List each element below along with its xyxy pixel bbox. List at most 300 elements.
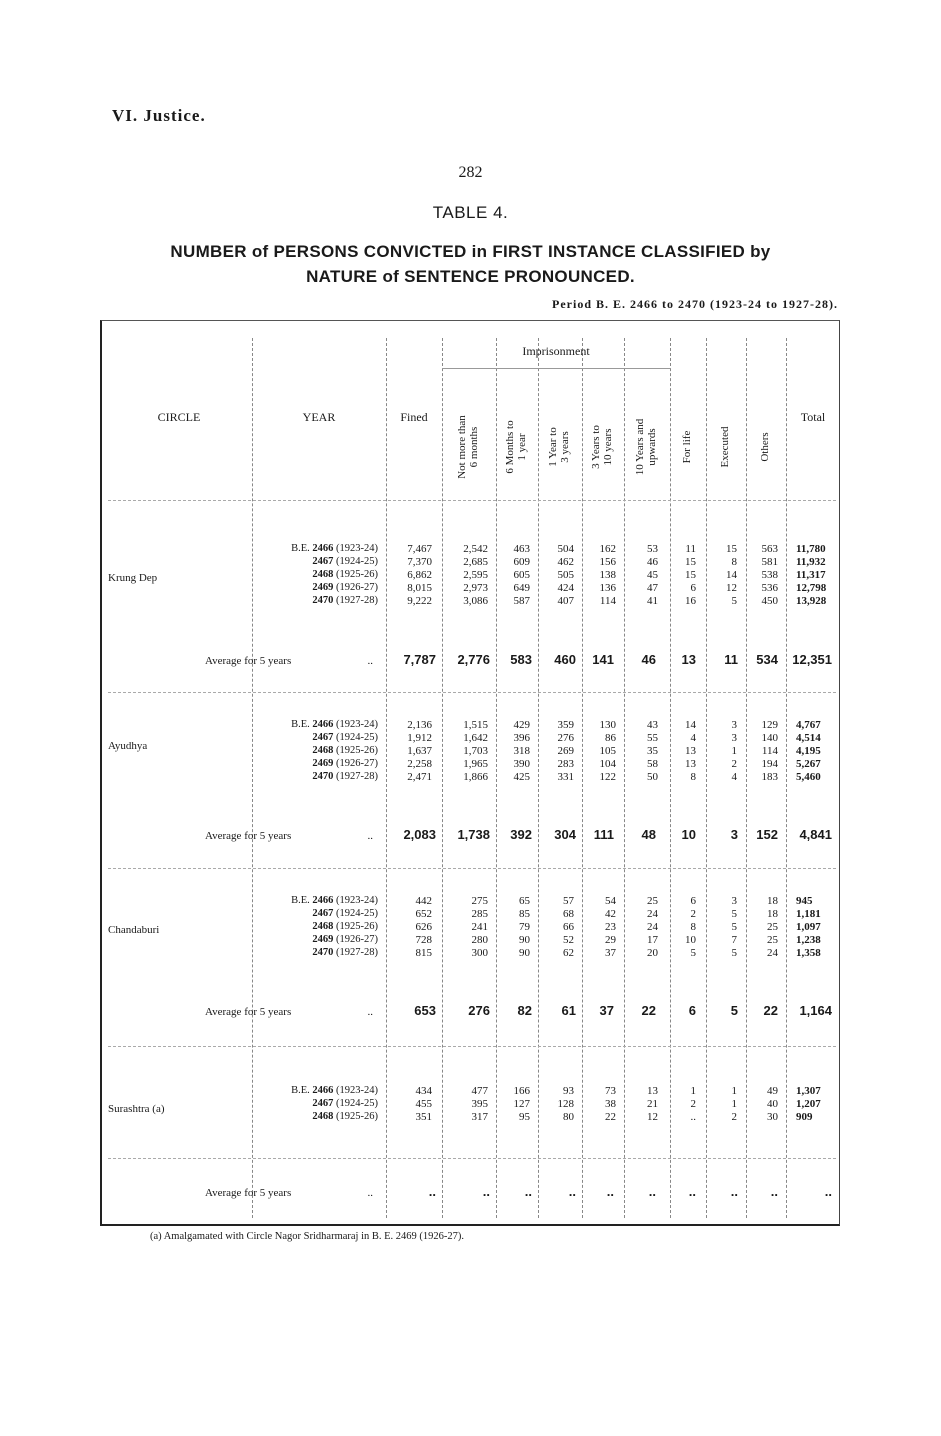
average-fined: .. [428,1184,436,1199]
cell-life: 14 [685,719,696,731]
cell-imp2: 90 [519,934,530,946]
cell-imp2: 587 [513,595,530,607]
cell-imp2: 79 [519,921,530,933]
cell-imp2: 127 [513,1098,530,1110]
cell-imp1: 241 [471,921,488,933]
cell-imp4: 138 [599,569,616,581]
cell-exec: 3 [731,719,737,731]
cell-imp4: 162 [599,543,616,555]
year-prefix: B.E. [291,719,310,730]
average-imp2: 82 [517,1003,532,1018]
cell-imp3: 283 [557,758,574,770]
table-title-line-2: NATURE of SENTENCE PRONOUNCED. [306,267,635,286]
header-line: 3 years [559,431,571,463]
cell-fined: 8,015 [407,582,432,594]
year-value: 2469 [312,758,334,769]
cell-imp3: 66 [563,921,574,933]
cell-others: 581 [761,556,778,568]
average-others: 22 [763,1003,778,1018]
cell-imp2: 90 [519,947,530,959]
year-value: 2469 [312,934,334,945]
row-rule [108,692,836,693]
average-imp4: 37 [599,1003,614,1018]
cell-imp1: 275 [471,895,488,907]
cell-imp1: 1,866 [463,771,488,783]
year-christian-era: (1925-26) [336,569,378,580]
average-imp4: 111 [593,827,614,842]
header-3-years-to-10-years [590,402,616,492]
year-christian-era: (1925-26) [336,1111,378,1122]
header-fined: Fined [400,410,428,424]
cell-exec: 3 [731,895,737,907]
cell-imp3: 407 [557,595,574,607]
cell-imp2: 425 [513,771,530,783]
cell-life: 15 [685,556,696,568]
cell-imp5: 46 [647,556,658,568]
year-label [250,582,378,593]
cell-imp1: 2,973 [463,582,488,594]
cell-others: 30 [767,1111,778,1123]
average-total: 4,841 [799,827,832,842]
cell-imp4: 23 [605,921,616,933]
circle-name: Ayudhya [108,740,148,752]
average-others: 534 [756,652,778,667]
footnote: (a) Amalgamated with Circle Nagor Sridharmaraj in B. E. 2469 (1926-27). [150,1231,465,1242]
cell-total: 1,207 [796,1098,821,1110]
cell-imp4: 37 [605,947,616,959]
cell-imp1: 280 [471,934,488,946]
cell-others: 40 [767,1098,778,1110]
average-label-dots: .. [367,830,373,842]
year-christian-era: (1924-25) [336,1098,378,1109]
cell-exec: 2 [731,1111,737,1123]
year-label [250,1098,378,1109]
average-imp1: 2,776 [457,652,490,667]
year-value: 2470 [312,947,334,958]
year-christian-era: (1923-24) [336,719,378,730]
cell-fined: 1,912 [407,732,432,744]
year-value: 2466 [312,719,334,730]
average-imp3: .. [568,1184,576,1199]
average-label-text: Average for 5 years [205,830,292,842]
average-imp3: 304 [554,827,576,842]
average-imp1: 276 [468,1003,490,1018]
cell-total: 909 [796,1111,813,1123]
period-line: Period B. E. 2466 to 2470 (1923-24 to 1927-28). [552,297,838,311]
cell-total: 5,267 [796,758,821,770]
header-line: 10 years [602,428,614,466]
cell-life: 16 [685,595,696,607]
cell-imp5: 17 [647,934,658,946]
cell-total: 1,358 [796,947,821,959]
cell-imp1: 2,542 [463,543,488,555]
cell-exec: 8 [731,556,737,568]
cell-exec: 12 [726,582,737,594]
cell-exec: 5 [731,595,737,607]
cell-exec: 1 [731,1085,737,1097]
year-value: 2468 [312,1111,334,1122]
cell-imp4: 104 [599,758,616,770]
cell-others: 183 [761,771,778,783]
cell-fined: 1,637 [407,745,432,757]
cell-imp1: 3,086 [463,595,488,607]
cell-imp4: 122 [599,771,616,783]
header-line: 6 Months to [504,420,516,474]
year-label [250,1085,378,1096]
header-executed: Executed [719,426,731,468]
cell-others: 140 [761,732,778,744]
cell-imp1: 1,965 [463,758,488,770]
year-value: 2467 [312,1098,334,1109]
year-christian-era: (1927-28) [336,595,378,606]
year-value: 2467 [312,556,334,567]
cell-exec: 3 [731,732,737,744]
cell-imp5: 12 [647,1111,658,1123]
cell-imp1: 1,515 [463,719,488,731]
year-christian-era: (1924-25) [336,908,378,919]
average-imp5: .. [648,1184,656,1199]
cell-fined: 9,222 [407,595,432,607]
column-rule [786,338,787,1218]
average-imp3: 61 [561,1003,576,1018]
cell-life: 2 [690,908,696,920]
average-exec: 3 [730,827,738,842]
cell-imp3: 269 [557,745,574,757]
circle-name: Krung Dep [108,572,158,584]
cell-exec: 5 [731,908,737,920]
cell-imp5: 13 [647,1085,658,1097]
cell-imp5: 55 [647,732,658,744]
cell-total: 945 [796,895,813,907]
average-others: 152 [756,827,778,842]
year-value: 2468 [312,921,334,932]
cell-others: 450 [761,595,778,607]
cell-fined: 434 [415,1085,432,1097]
year-label [250,934,378,945]
column-rule [624,338,625,1218]
cell-fined: 2,136 [407,719,432,731]
average-others: .. [770,1184,778,1199]
year-christian-era: (1924-25) [336,732,378,743]
year-christian-era: (1924-25) [336,556,378,567]
cell-fined: 815 [415,947,432,959]
cell-imp4: 114 [599,595,616,607]
cell-total: 11,932 [796,556,826,568]
average-exec: 5 [730,1003,738,1018]
year-label [250,732,378,743]
year-value: 2469 [312,582,334,593]
cell-imp3: 424 [557,582,574,594]
circle-name: Surashtra (a) [108,1103,165,1115]
cell-exec: 1 [731,745,737,757]
header-circle: CIRCLE [157,410,201,424]
cell-imp3: 93 [563,1085,574,1097]
cell-imp5: 41 [647,595,658,607]
year-label [250,745,378,756]
year-label [250,556,378,567]
average-imp4: 141 [592,652,614,667]
cell-others: 129 [761,719,778,731]
row-rule [108,500,836,501]
cell-others: 114 [761,745,778,757]
cell-imp2: 95 [519,1111,530,1123]
cell-total: 4,767 [796,719,821,731]
cell-imp5: 43 [647,719,658,731]
cell-imp2: 649 [513,582,530,594]
header-6-months-to-1-year [504,402,530,492]
cell-imp5: 20 [647,947,658,959]
year-label [250,921,378,932]
year-christian-era: (1927-28) [336,771,378,782]
cell-imp3: 80 [563,1111,574,1123]
cell-fined: 455 [415,1098,432,1110]
cell-life: 13 [685,758,696,770]
imprisonment-rule [442,368,670,369]
cell-imp2: 390 [513,758,530,770]
row-rule [108,868,836,869]
average-label-dots: .. [367,1187,373,1199]
cell-fined: 442 [415,895,432,907]
header-10-years-and-upwards [634,402,660,492]
cell-exec: 4 [731,771,737,783]
average-exec: .. [730,1184,738,1199]
row-rule [108,1046,836,1047]
cell-imp5: 25 [647,895,658,907]
year-label [250,595,378,606]
cell-exec: 15 [726,543,737,555]
cell-total: 1,181 [796,908,821,920]
cell-imp2: 85 [519,908,530,920]
cell-imp4: 136 [599,582,616,594]
average-fined: 7,787 [403,652,436,667]
cell-imp4: 38 [605,1098,616,1110]
year-christian-era: (1926-27) [336,582,378,593]
cell-exec: 5 [731,921,737,933]
year-label [250,543,378,554]
cell-imp2: 605 [513,569,530,581]
cell-life: 6 [690,895,696,907]
circle-name: Chandaburi [108,924,160,936]
cell-imp4: 54 [605,895,616,907]
average-fined: 2,083 [403,827,436,842]
header-others: Others [759,432,771,462]
average-label [205,655,383,667]
cell-fined: 626 [415,921,432,933]
average-life: 6 [688,1003,696,1018]
year-prefix: B.E. [291,543,310,554]
table-title-line-1: NUMBER of PERSONS CONVICTED in FIRST INSTANCE CLASSIFIED by [170,242,771,261]
average-life: 13 [681,652,696,667]
cell-others: 194 [761,758,778,770]
cell-others: 25 [767,934,778,946]
cell-imp1: 1,642 [463,732,488,744]
cell-life: 8 [690,921,696,933]
year-christian-era: (1925-26) [336,921,378,932]
cell-others: 18 [767,895,778,907]
average-imp2: 583 [510,652,532,667]
cell-imp5: 53 [647,543,658,555]
year-christian-era: (1926-27) [336,758,378,769]
cell-imp2: 65 [519,895,530,907]
year-value: 2466 [312,543,334,554]
cell-fined: 351 [415,1111,432,1123]
cell-imp3: 52 [563,934,574,946]
cell-others: 536 [761,582,778,594]
cell-imp2: 463 [513,543,530,555]
year-prefix: B.E. [291,1085,310,1096]
header-line: upwards [646,428,658,466]
cell-imp5: 58 [647,758,658,770]
cell-imp3: 276 [557,732,574,744]
cell-imp4: 105 [599,745,616,757]
cell-imp2: 396 [513,732,530,744]
cell-imp3: 68 [563,908,574,920]
year-value: 2467 [312,908,334,919]
column-rule [442,338,443,1218]
average-total: .. [824,1184,832,1199]
average-total: 12,351 [792,652,832,667]
cell-others: 563 [761,543,778,555]
cell-fined: 7,370 [407,556,432,568]
row-rule [108,1158,836,1159]
page-number: 282 [458,164,483,181]
cell-others: 24 [767,947,778,959]
cell-life: 11 [685,543,696,555]
average-imp5: 22 [641,1003,656,1018]
cell-total: 1,097 [796,921,821,933]
header-total: Total [800,410,826,424]
year-christian-era: (1927-28) [336,947,378,958]
cell-total: 13,928 [796,595,827,607]
average-imp5: 48 [641,827,656,842]
cell-life: 10 [685,934,696,946]
cell-life: 13 [685,745,696,757]
header-1-year-to-3-years [547,402,573,492]
cell-imp3: 462 [557,556,574,568]
cell-total: 4,514 [796,732,821,744]
year-label [250,947,378,958]
cell-imp4: 73 [605,1085,616,1097]
average-imp1: 1,738 [457,827,490,842]
cell-life: .. [690,1111,696,1123]
header-line: 1 Year to [547,427,559,467]
cell-imp3: 57 [563,895,574,907]
cell-imp1: 477 [471,1085,488,1097]
header-line: 6 months [468,426,480,468]
average-life: .. [688,1184,696,1199]
cell-life: 2 [690,1098,696,1110]
cell-imp4: 156 [599,556,616,568]
year-label [250,569,378,580]
cell-fined: 2,258 [407,758,432,770]
cell-imp4: 130 [599,719,616,731]
year-value: 2466 [312,1085,334,1096]
column-rule [496,338,497,1218]
average-label-dots: .. [367,1006,373,1018]
cell-imp1: 285 [471,908,488,920]
column-rule [582,338,583,1218]
year-value: 2470 [312,771,334,782]
average-imp2: .. [524,1184,532,1199]
year-prefix: B.E. [291,895,310,906]
cell-imp1: 300 [471,947,488,959]
average-label-text: Average for 5 years [205,1006,292,1018]
cell-fined: 728 [415,934,432,946]
year-label [250,771,378,782]
cell-imp2: 609 [513,556,530,568]
cell-total: 12,798 [796,582,827,594]
column-rule [670,338,671,1218]
cell-others: 538 [761,569,778,581]
year-value: 2468 [312,569,334,580]
column-rule [538,338,539,1218]
cell-imp1: 1,703 [463,745,488,757]
year-christian-era: (1923-24) [336,543,378,554]
cell-others: 25 [767,921,778,933]
cell-imp1: 317 [471,1111,488,1123]
cell-imp1: 2,685 [463,556,488,568]
header-for-life: For life [681,430,693,464]
average-label [205,1006,383,1018]
year-label [250,895,378,906]
year-label [250,719,378,730]
column-rule [706,338,707,1218]
average-imp1: .. [482,1184,490,1199]
cell-total: 11,317 [796,569,826,581]
cell-exec: 14 [726,569,737,581]
header-line: 1 year [516,433,528,461]
average-label [205,830,383,842]
cell-total: 1,307 [796,1085,821,1097]
cell-total: 4,195 [796,745,821,757]
cell-imp1: 2,595 [463,569,488,581]
average-total: 1,164 [799,1003,832,1018]
average-exec: 11 [724,652,738,667]
average-imp5: 46 [641,652,656,667]
cell-imp3: 331 [557,771,574,783]
cell-total: 5,460 [796,771,821,783]
header-not-more-than-6-months [456,402,482,492]
cell-imp3: 505 [557,569,574,581]
section-heading: VI. Justice. [112,106,206,125]
year-christian-era: (1925-26) [336,745,378,756]
cell-imp4: 42 [605,908,616,920]
cell-imp5: 24 [647,921,658,933]
cell-fined: 2,471 [407,771,432,783]
year-christian-era: (1923-24) [336,1085,378,1096]
header-line: 3 Years to [590,425,602,469]
cell-imp2: 318 [513,745,530,757]
cell-imp5: 45 [647,569,658,581]
header-year: YEAR [302,410,336,424]
cell-exec: 2 [731,758,737,770]
cell-imp4: 22 [605,1111,616,1123]
cell-fined: 6,862 [407,569,432,581]
cell-fined: 652 [415,908,432,920]
cell-imp5: 24 [647,908,658,920]
imprisonment-group-header: Imprisonment [522,344,590,358]
cell-total: 1,238 [796,934,821,946]
average-fined: 653 [414,1003,436,1018]
year-label [250,758,378,769]
cell-imp5: 21 [647,1098,658,1110]
cell-exec: 5 [731,947,737,959]
cell-life: 5 [690,947,696,959]
header-line: 10 Years and [634,418,646,476]
average-imp2: 392 [510,827,532,842]
cell-imp5: 35 [647,745,658,757]
average-label [205,1187,383,1199]
